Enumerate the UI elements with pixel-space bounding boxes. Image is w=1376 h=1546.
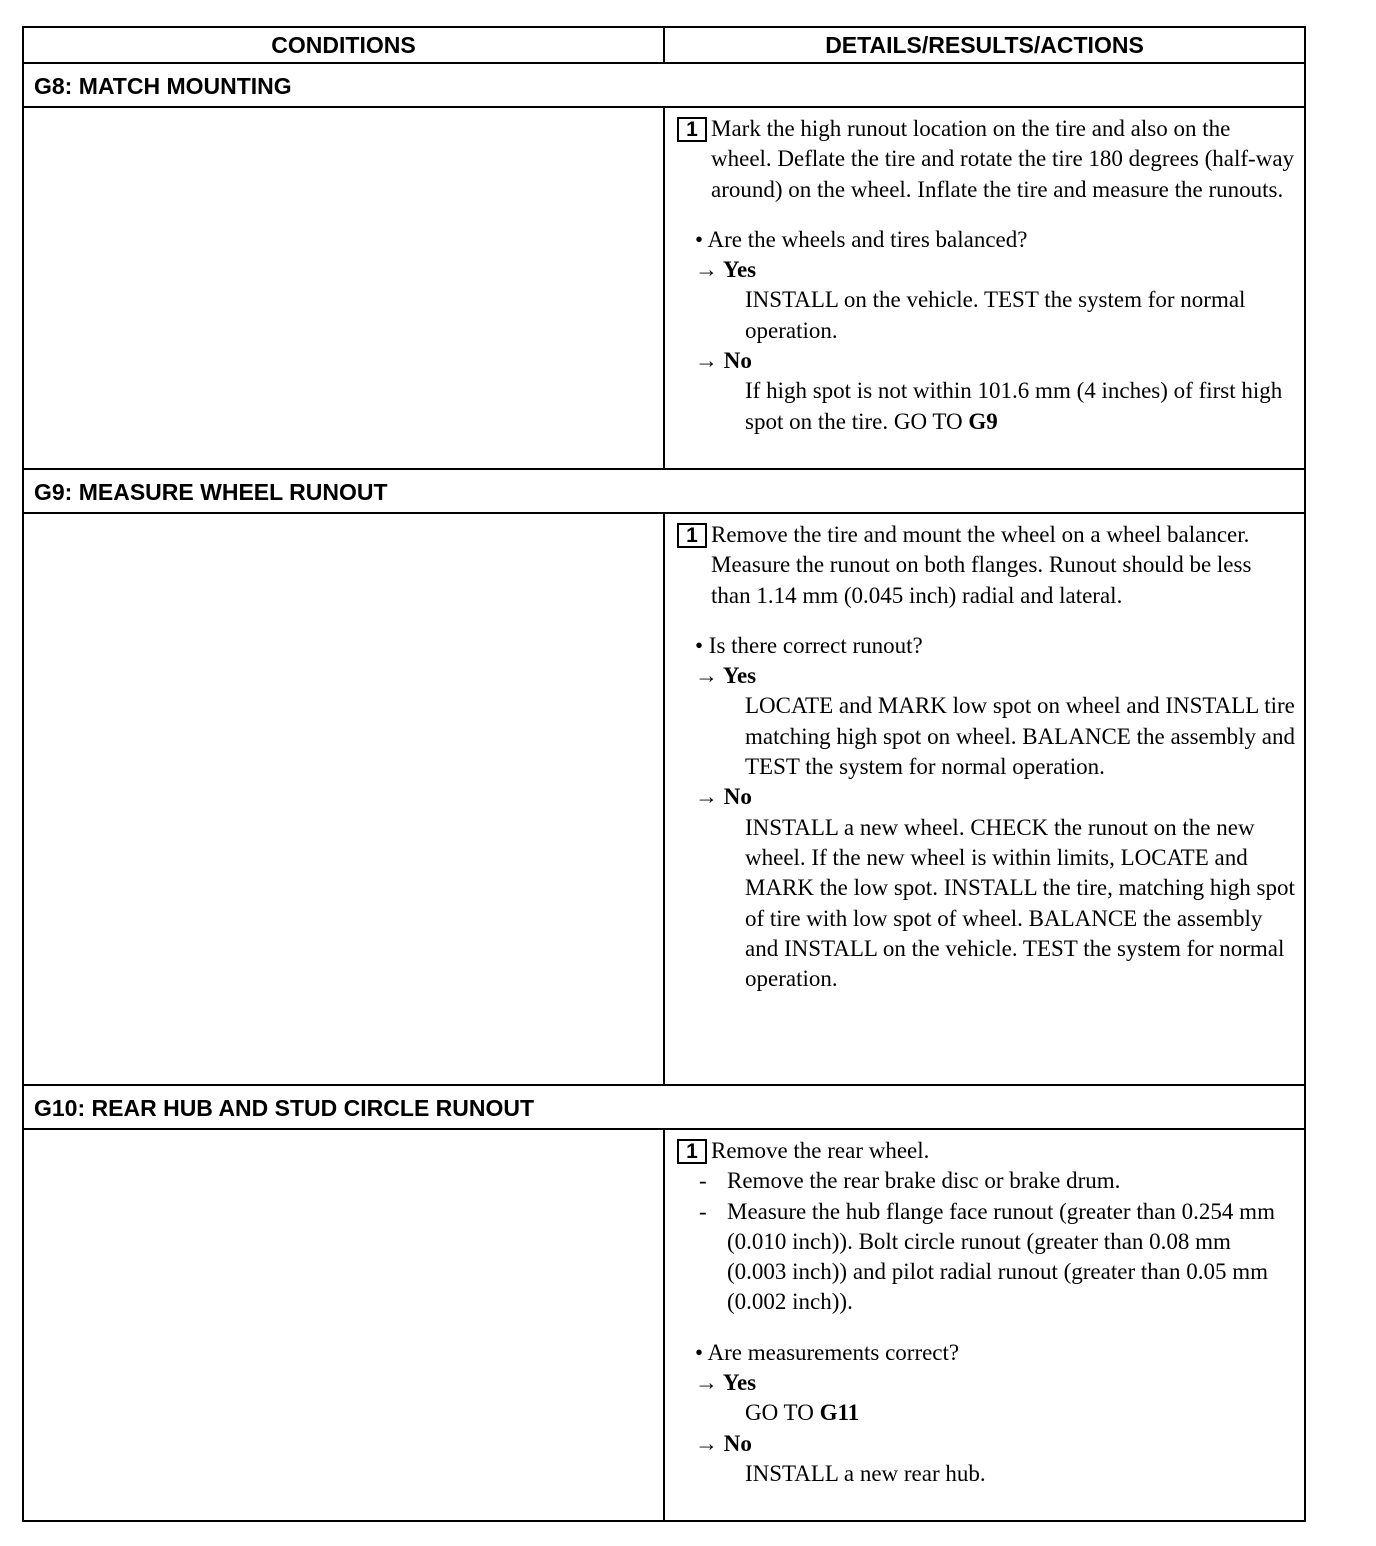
step-number-box: 1: [677, 1139, 707, 1164]
yes-label: → Yes: [695, 1370, 757, 1396]
section-body-g8: [24, 108, 1304, 470]
step-number-box: 1: [677, 117, 707, 142]
section-body-g9: [24, 514, 1304, 1086]
section-title-g9: G9: MEASURE WHEEL RUNOUT: [24, 470, 1304, 514]
section-title-g10: G10: REAR HUB AND STUD CIRCLE RUNOUT: [24, 1086, 1304, 1130]
details-cell: [665, 514, 1304, 1084]
yes-label: → Yes: [695, 257, 757, 283]
question: • Are the wheels and tires balanced?: [695, 226, 1028, 252]
conditions-cell: [24, 1130, 665, 1520]
step-number-box: 1: [677, 523, 707, 548]
step-text: Mark the high runout location on the tire and also on the wheel. Deflate the tire and rotate the tire 180 degrees (half-way around) on the wheel. Inflate the tire and measure the runouts.: [711, 116, 1295, 202]
sub-item: - Measure the hub flange face runout (greater than 0.254 mm (0.010 inch)). Bolt circle runout (greater than 0.08 mm (0.003 inch)) and pilot radial runout (greater than 0.05 mm (0.002 inch)).: [699, 1198, 1275, 1315]
conditions-cell: [24, 514, 665, 1084]
step-1: [677, 114, 1296, 205]
conditions-header: CONDITIONS: [24, 28, 665, 62]
yes-label: → Yes: [695, 663, 757, 689]
yes-action: GO TO G11: [745, 1400, 860, 1426]
no-action: INSTALL a new rear hub.: [745, 1460, 986, 1486]
section-title-g8: G8: MATCH MOUNTING: [24, 64, 1304, 108]
dash-marker: -: [699, 1168, 707, 1194]
reference-g9: G9: [968, 408, 998, 434]
question: • Are measurements correct?: [695, 1339, 960, 1365]
step-1: [677, 1136, 1296, 1166]
table-header-row: [24, 28, 1304, 64]
details-cell: [665, 1130, 1304, 1520]
diagnostic-table: [22, 26, 1306, 1522]
step-text: Remove the rear wheel.: [711, 1138, 930, 1163]
reference-g11: G11: [819, 1400, 860, 1426]
details-cell: [665, 108, 1304, 468]
no-label: → No: [695, 348, 752, 374]
no-action: INSTALL a new wheel. CHECK the runout on the new wheel. If the new wheel is within limits, LOCATE and MARK the low spot. INSTALL the tire, matching high spot of tire with low spot of wheel. BALANCE the assembly and INSTALL on the vehicle. TEST the system for normal operation.: [745, 814, 1295, 992]
step-text: Remove the tire and mount the wheel on a wheel balancer. Measure the runout on both flanges. Runout should be less than 1.14 mm (0.045 inch) radial and lateral.: [711, 522, 1252, 608]
question: • Is there correct runout?: [695, 632, 923, 658]
no-label: → No: [695, 1430, 752, 1456]
no-label: → No: [695, 784, 752, 810]
step-1: [677, 520, 1296, 611]
dash-marker: -: [699, 1198, 707, 1224]
conditions-cell: [24, 108, 665, 468]
sub-item: - Remove the rear brake disc or brake drum.: [677, 1166, 1296, 1196]
section-body-g10: [24, 1130, 1304, 1520]
yes-action: INSTALL on the vehicle. TEST the system for normal operation.: [745, 287, 1246, 343]
no-action: If high spot is not within 101.6 mm (4 inches) of first high spot on the tire. GO TO G9: [745, 378, 1283, 434]
details-header: DETAILS/RESULTS/ACTIONS: [825, 32, 1144, 58]
yes-action: LOCATE and MARK low spot on wheel and INSTALL tire matching high spot on wheel. BALANCE the assembly and TEST the system for normal operation.: [745, 693, 1296, 780]
